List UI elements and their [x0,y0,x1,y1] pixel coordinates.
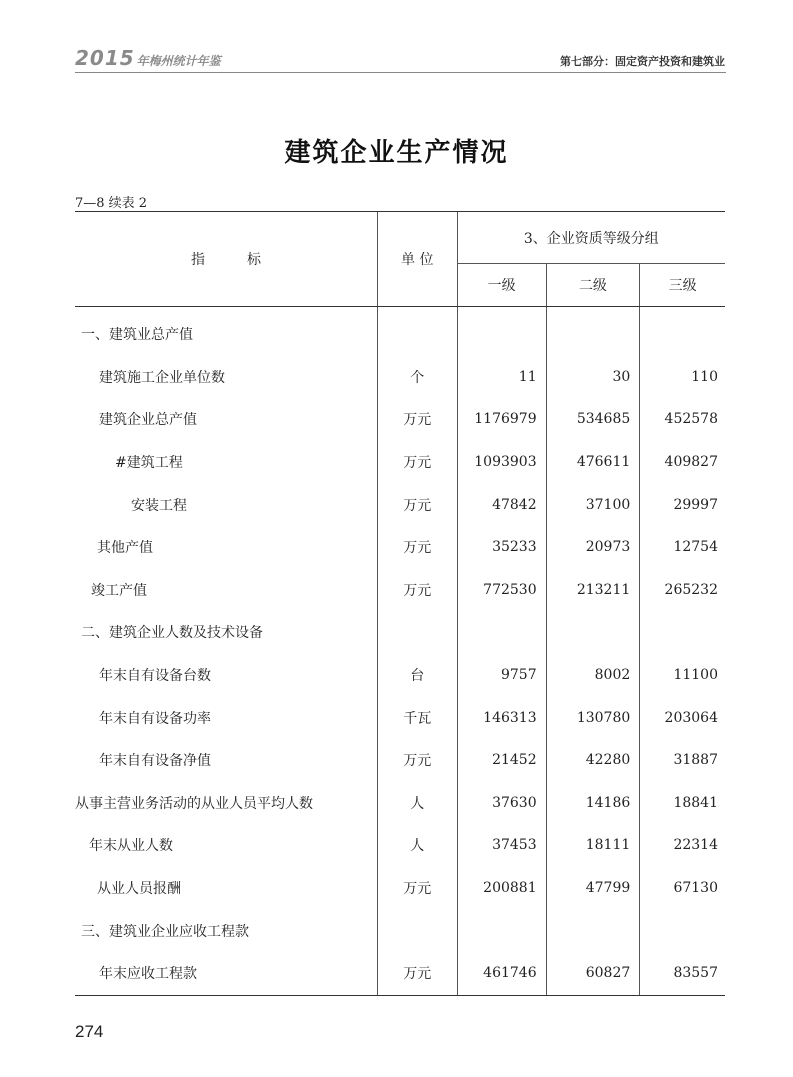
row-value-level-2: 20973 [546,526,640,569]
row-unit: 千瓦 [377,696,457,739]
column-header-unit [377,212,457,307]
row-indicator: 建筑施工企业单位数 [99,369,225,386]
row-indicator: 年末自有设备功率 [99,710,211,727]
row-value-level-1: 772530 [457,569,546,612]
table-row [75,611,725,654]
row-unit [377,909,457,952]
row-value-level-1 [457,909,546,952]
row-value-level-3: 29997 [640,483,725,526]
row-value-level-2: 30 [546,356,640,399]
row-indicator: 三、建筑业企业应收工程款 [81,923,249,940]
row-value-level-3: 18841 [640,782,725,825]
row-unit: 台 [377,654,457,697]
page-number: 274 [75,1022,104,1041]
table-row [75,526,725,569]
column-header-unit-text: 单 位 [401,252,434,268]
row-indicator: 从事主营业务活动的从业人员平均人数 [75,795,313,812]
column-header-indicator [75,212,377,307]
table-label: 7—8 续表 2 [75,196,148,211]
row-value-level-1: 37630 [457,782,546,825]
row-indicator: #建筑工程 [115,455,183,472]
table-row [75,952,725,995]
row-value-level-2: 213211 [546,569,640,612]
table-row [75,739,725,782]
table-row [75,909,725,952]
row-unit: 万元 [377,526,457,569]
row-value-level-3 [640,307,725,356]
section-title: 第七部分：固定资产投资和建筑业 [560,55,725,68]
yearbook-title: 年梅州统计年鉴 [136,54,221,68]
yearbook-header [75,46,221,70]
row-value-level-2: 37100 [546,483,640,526]
row-value-level-2: 534685 [546,398,640,441]
row-value-level-1: 47842 [457,483,546,526]
row-value-level-3: 110 [640,356,725,399]
table-row [75,569,725,612]
sub-header-level-1: 一级 [457,264,546,307]
row-value-level-3: 22314 [640,824,725,867]
row-unit: 个 [377,356,457,399]
row-value-level-1: 35233 [457,526,546,569]
row-unit: 万元 [377,569,457,612]
yearbook-year: 2015 [75,46,135,70]
row-indicator: 年末从业人数 [89,838,173,855]
row-value-level-1 [457,611,546,654]
row-unit: 万元 [377,867,457,910]
statistics-table [75,211,725,996]
row-unit: 万元 [377,952,457,995]
row-value-level-2 [546,611,640,654]
row-value-level-2: 8002 [546,654,640,697]
row-value-level-2: 42280 [546,739,640,782]
row-value-level-3: 409827 [640,441,725,484]
row-value-level-2: 14186 [546,782,640,825]
row-indicator: 安装工程 [131,497,187,514]
table-row [75,307,725,356]
table-row [75,483,725,526]
row-indicator: 一、建筑业总产值 [81,327,193,344]
row-value-level-2: 130780 [546,696,640,739]
table-row [75,782,725,825]
row-indicator: 年末应收工程款 [75,952,377,995]
row-indicator: 年末自有设备台数 [99,668,211,685]
row-unit: 万元 [377,398,457,441]
sub-header-level-3: 三级 [640,264,725,307]
row-value-level-3: 83557 [640,952,725,995]
row-value-level-3: 12754 [640,526,725,569]
row-unit [377,611,457,654]
row-unit [377,307,457,356]
row-value-level-2: 476611 [546,441,640,484]
row-indicator: 建筑企业总产值 [99,412,197,429]
row-unit: 万元 [377,483,457,526]
table-row [75,696,725,739]
row-value-level-1: 37453 [457,824,546,867]
row-value-level-2 [546,307,640,356]
row-indicator: 二、建筑企业人数及技术设备 [81,625,263,642]
row-value-level-1: 461746 [457,952,546,995]
row-value-level-3: 452578 [640,398,725,441]
table-row [75,654,725,697]
row-value-level-3: 31887 [640,739,725,782]
row-value-level-1: 21452 [457,739,546,782]
row-value-level-1: 200881 [457,867,546,910]
row-value-level-3: 67130 [640,867,725,910]
table-row [75,398,725,441]
row-value-level-1: 1176979 [457,398,546,441]
row-unit: 人 [377,782,457,825]
row-unit: 人 [377,824,457,867]
row-value-level-1 [457,307,546,356]
column-group-header: 3、企业资质等级分组 [457,212,725,264]
row-indicator: 竣工产值 [91,582,147,599]
sub-header-level-2: 二级 [546,264,640,307]
row-value-level-2: 47799 [546,867,640,910]
row-value-level-3 [640,611,725,654]
column-header-indicator-text: 指 标 [190,252,261,268]
row-value-level-2: 60827 [546,952,640,995]
page-title: 建筑企业生产情况 [284,138,509,168]
row-indicator: 从业人员报酬 [97,881,181,898]
table-row [75,867,725,910]
table-row [75,356,725,399]
row-value-level-1: 146313 [457,696,546,739]
row-unit: 万元 [377,441,457,484]
row-value-level-1: 9757 [457,654,546,697]
row-value-level-1: 11 [457,356,546,399]
table-row [75,441,725,484]
row-indicator: 年末自有设备净值 [99,753,211,770]
row-value-level-1: 1093903 [457,441,546,484]
row-value-level-3 [640,909,725,952]
row-indicator: 其他产值 [97,540,153,557]
table-row [75,824,725,867]
row-value-level-3: 265232 [640,569,725,612]
header-divider [75,72,726,73]
row-value-level-3: 11100 [640,654,725,697]
row-value-level-2 [546,909,640,952]
row-value-level-3: 203064 [640,696,725,739]
row-unit: 万元 [377,739,457,782]
row-value-level-2: 18111 [546,824,640,867]
